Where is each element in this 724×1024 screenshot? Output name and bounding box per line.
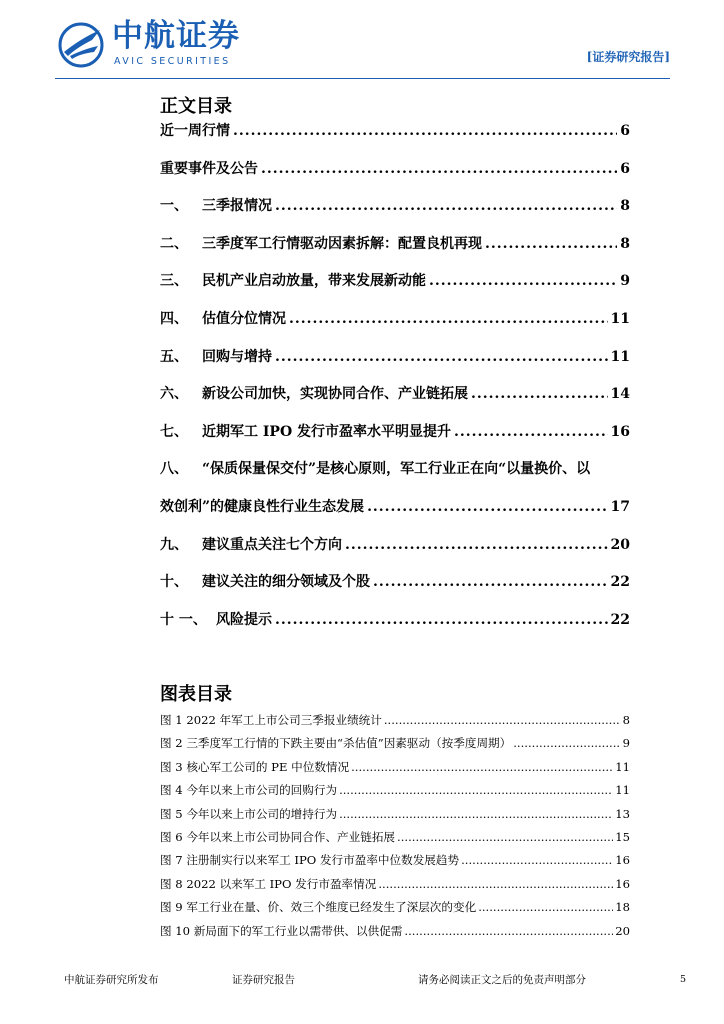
figure-entry[interactable]	[160, 712, 630, 735]
toc-entry-number: 三、	[160, 273, 188, 290]
toc-entry-text: 风险提示	[216, 611, 272, 628]
figure-entry-page: 16	[615, 876, 630, 891]
toc-entry[interactable]	[160, 383, 630, 421]
figure-entry-label: 图 2 三季度军工行情的下跌主要由“杀估值”因素驱动（按季度周期）	[160, 736, 512, 751]
toc-entry[interactable]	[160, 346, 630, 384]
dot-leader	[339, 807, 613, 821]
dot-leader	[275, 612, 608, 628]
page-header	[0, 0, 724, 82]
figure-entry-page: 16	[615, 853, 630, 868]
toc-entry-page: 11	[610, 310, 630, 327]
dot-leader	[384, 713, 621, 727]
footer-disclaimer: 请务必阅读正文之后的免责声明部分	[418, 974, 586, 986]
toc-entry-page: 8	[620, 198, 630, 215]
figure-entry-label: 图 3 核心军工公司的 PE 中位数情况	[160, 759, 350, 774]
toc-entry-number: 一、	[160, 198, 188, 215]
toc-entry-number: 八、	[160, 461, 188, 478]
figure-entry[interactable]	[160, 735, 630, 758]
dot-leader	[233, 123, 617, 139]
figure-entry-page: 15	[615, 829, 630, 844]
toc-entry-number: 二、	[160, 235, 188, 252]
toc-entry[interactable]	[160, 458, 630, 496]
toc-entry-page: 14	[610, 386, 630, 403]
toc-entry-page: 16	[610, 423, 630, 440]
logo-english-text: AVIC SECURITIES	[114, 56, 231, 67]
dot-leader	[339, 783, 613, 797]
dot-leader	[289, 311, 608, 327]
figure-entry[interactable]	[160, 876, 630, 899]
toc-entry[interactable]	[160, 308, 630, 346]
report-type-label: [证券研究报告]	[586, 50, 670, 64]
figure-entry-page: 11	[615, 783, 630, 798]
figure-entry-label: 图 6 今年以来上市公司协同合作、产业链拓展	[160, 829, 396, 844]
dot-leader	[429, 273, 617, 289]
figure-entry[interactable]	[160, 829, 630, 852]
toc-entry[interactable]	[160, 609, 630, 647]
toc-entry-text: “保质保量保交付”是核心原则，军工行业正在向“以量换价、以	[202, 461, 591, 478]
dot-leader	[275, 349, 608, 365]
figure-entry-label: 图 9 军工行业在量、价、效三个维度已经发生了深层次的变化	[160, 900, 477, 915]
figure-entry[interactable]	[160, 806, 630, 829]
figure-entry-label: 图 8 2022 以来军工 IPO 发行市盈率情况	[160, 876, 377, 891]
toc-entry-text: 三季报情况	[202, 198, 272, 215]
toc-entry-text: 回购与增持	[202, 348, 272, 365]
figure-entry[interactable]	[160, 782, 630, 805]
toc-entry-text: 建议关注的细分领域及个股	[202, 574, 370, 591]
toc-entry-text: 估值分位情况	[202, 310, 286, 327]
toc-title: 正文目录	[160, 96, 232, 117]
toc-entry-page: 9	[620, 273, 630, 290]
toc-entry-text: 民机产业启动放量，带来发展新动能	[202, 273, 426, 290]
toc-entry-page: 6	[620, 160, 630, 177]
toc-entry-page: 8	[620, 235, 630, 252]
figure-entry[interactable]	[160, 852, 630, 875]
dot-leader	[454, 424, 607, 440]
avic-logo-icon	[58, 22, 104, 68]
toc-entry-number: 七、	[160, 423, 188, 440]
toc-entry-text: 新设公司加快，实现协同合作、产业链拓展	[202, 386, 468, 403]
figure-entry-page: 9	[622, 736, 630, 751]
header-divider	[55, 78, 670, 79]
page-number: 5	[680, 974, 687, 985]
toc-entry[interactable]	[160, 534, 630, 572]
toc-entry-text: 重要事件及公告	[160, 160, 258, 177]
figure-entry[interactable]	[160, 923, 630, 946]
toc-entry-number: 九、	[160, 536, 188, 553]
toc-entry-page: 17	[610, 498, 630, 515]
toc-entry-number: 四、	[160, 310, 188, 327]
figure-entry-page: 13	[615, 806, 630, 821]
toc-entry-text: 建议重点关注七个方向	[202, 536, 342, 553]
toc-entry[interactable]	[160, 158, 630, 196]
figures-title: 图表目录	[160, 684, 232, 705]
toc-entry[interactable]	[160, 571, 630, 609]
dot-leader	[373, 574, 608, 590]
dot-leader	[478, 900, 613, 914]
toc-entry[interactable]	[160, 233, 630, 271]
toc-entry-text: 效创利”的健康良性行业生态发展	[160, 498, 365, 515]
figure-entry-page: 18	[615, 900, 630, 915]
toc-entry[interactable]	[160, 421, 630, 459]
figure-entry-label: 图 1 2022 年军工上市公司三季报业绩统计	[160, 713, 382, 727]
toc-entry-continued[interactable]	[160, 496, 630, 534]
toc-entry-number: 十 一、	[160, 611, 207, 628]
dot-leader	[397, 830, 613, 844]
dot-leader	[461, 853, 613, 867]
dot-leader	[261, 161, 617, 177]
toc-entry-text: 三季度军工行情驱动因素拆解：配置良机再现	[202, 235, 482, 252]
figure-entry[interactable]	[160, 759, 630, 782]
toc-entry-page: 20	[610, 536, 630, 553]
dot-leader	[378, 877, 613, 891]
toc-entry-text: 近一周行情	[160, 123, 230, 139]
toc-entry-page: 11	[610, 348, 630, 365]
footer-report-type: 证券研究报告	[232, 974, 295, 986]
footer-publisher: 中航证券研究所发布	[64, 974, 159, 986]
toc-entry-number: 六、	[160, 386, 188, 403]
toc-entry[interactable]	[160, 120, 630, 158]
figure-entry[interactable]	[160, 899, 630, 922]
toc-entry[interactable]	[160, 270, 630, 308]
toc-entry-page: 6	[620, 123, 630, 139]
logo-chinese-text: 中航证券	[112, 18, 240, 54]
toc-entry-page: 22	[610, 611, 630, 628]
figure-entry-label: 图 4 今年以来上市公司的回购行为	[160, 783, 338, 798]
dot-leader	[485, 236, 617, 252]
figure-entry-label: 图 7 注册制实行以来军工 IPO 发行市盈率中位数发展趋势	[160, 853, 460, 868]
figure-entry-label: 图 10 新局面下的军工行业以需带供、以供促需	[160, 923, 403, 938]
table-of-contents	[160, 120, 630, 646]
figure-entry-page: 11	[615, 759, 630, 774]
dot-leader	[275, 198, 617, 214]
figure-entry-label: 图 5 今年以来上市公司的增持行为	[160, 806, 338, 821]
dot-leader	[471, 386, 608, 402]
toc-entry-number: 十、	[160, 574, 188, 591]
toc-entry-page: 22	[610, 574, 630, 591]
dot-leader	[351, 760, 613, 774]
toc-entry-text: 近期军工 IPO 发行市盈率水平明显提升	[202, 423, 452, 440]
dot-leader	[345, 537, 608, 553]
figure-entry-page: 8	[622, 713, 630, 727]
dot-leader	[513, 736, 620, 750]
figure-entry-page: 20	[615, 923, 630, 938]
dot-leader	[367, 499, 607, 515]
dot-leader	[404, 924, 613, 938]
list-of-figures	[160, 712, 630, 946]
toc-entry-number: 五、	[160, 348, 188, 365]
toc-entry[interactable]	[160, 195, 630, 233]
